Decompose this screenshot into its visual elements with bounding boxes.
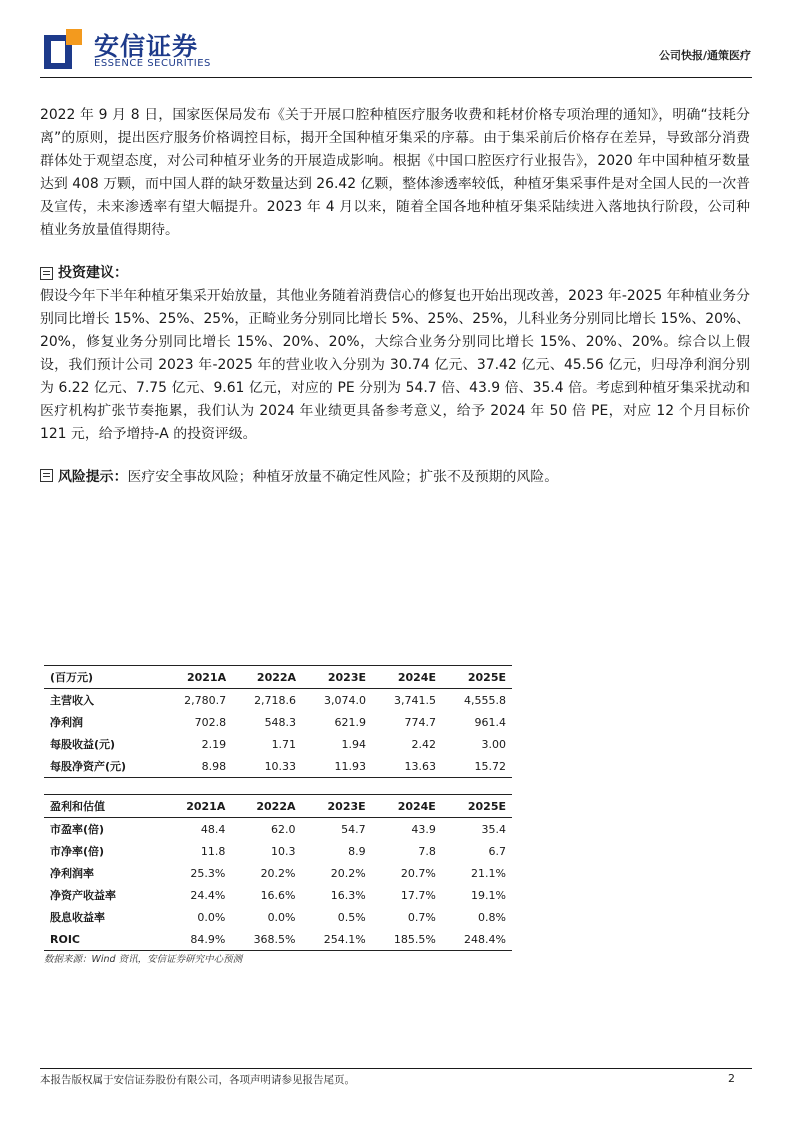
table-cell: 1.94 (341, 737, 367, 751)
table-cell: 10.3 (271, 844, 296, 858)
table-row (44, 733, 512, 755)
row-label: 每股收益(元) (50, 738, 116, 751)
table-cell: 0.7% (407, 910, 436, 924)
intro-paragraph: 2022 年 9 月 8 日，国家医保局发布《关于开展口腔种植医疗服务收费和耗材价格专项治理的通知》，明确“技耗分离”的原则，提出医疗服务价格调控目标，揭开全国种植牙集采的序幕。由于集采前后价格存在差异，导致部分消费群体处于观望态度，对公司种植牙业务的开展造成影响。根据《中国口腔医疗行业报告》，2020 年中国种植牙数量达到 408 万颗，而中国人群的缺牙数量达到 26.42 亿颗，整体渗透率较低，种植牙集采事件是对全国人民的一次普及宣传，未来渗透率有望大幅提升。2023 年 4 月以来，随着全国各地种植牙集采陆续进入落地执行阶段，公司种植业务放量值得期待。 (40, 107, 750, 238)
table-cell: 3.00 (481, 737, 506, 751)
table-header-cell: 2024E (372, 666, 442, 689)
table-row (44, 711, 512, 733)
table-cell: 2,718.6 (254, 693, 297, 707)
invest-title: 投资建议： (58, 265, 128, 281)
invest-heading (40, 262, 750, 285)
table-cell: 4,555.8 (464, 693, 506, 707)
table-cell: 185.5% (372, 928, 442, 951)
invest-paragraph: 假设今年下半年种植牙集采开始放量，其他业务随着消费信心的修复也开始出现改善，2023 年-2025 年种植业务分别同比增长 15%、25%、25%，正畸业务分别同比增长 5%、25%、25%，儿科业务分别同比增长 15%、20%、20%，修复业务分别同比增长 15%、20%、20%，大综合业务分别同比增长 15%、20%、20%。综合以上假设，我们预计公司 2023 年-2025 年的营业收入分别为 30.74 亿元、37.42 亿元、45.56 亿元，归母净利润分别为 6.22 亿元、7.75 亿元、9.61 亿元，对应的 PE 分别为 54.7 倍、43.9 倍、35.4 倍。考虑到种植牙集采扰动和医疗机构扩张节奏拖累，我们认为 2024 年业绩更具备参考意义，给予 2024 年 50 倍 PE，对应 12 个月目标价 121 元，给予增持-A 的投资评级。 (40, 288, 750, 442)
table-cell: 19.1% (471, 888, 506, 902)
table-header-cell: 2025E (442, 795, 512, 818)
table-cell: 6.7 (488, 844, 506, 858)
table-cell: 11.8 (200, 844, 226, 858)
table-cell: 7.8 (418, 844, 436, 858)
risk-paragraph (40, 466, 750, 489)
table-cell: 16.6% (260, 888, 296, 902)
risk-title: 风险提示： (58, 469, 128, 485)
row-label: 净利润 (50, 716, 83, 729)
table-cell: 8.9 (348, 844, 366, 858)
table-cell: 0.0% (197, 910, 226, 924)
row-label: 净资产收益率 (50, 889, 116, 902)
table-cell: 368.5% (231, 928, 301, 951)
page-number: 2 (728, 1072, 735, 1085)
table-cell: 2,780.7 (184, 693, 227, 707)
row-label: 净利润率 (50, 867, 94, 880)
table-header-cell: 2025E (442, 666, 512, 689)
table-row (44, 818, 512, 841)
table-cell: 621.9 (334, 715, 367, 729)
list-icon (40, 469, 53, 482)
report-body (40, 104, 750, 489)
table-header-cell: 盈利和估值 (44, 795, 162, 818)
table-cell: 20.2% (330, 866, 366, 880)
data-source-note: 数据来源：Wind 资讯，安信证券研究中心预测 (44, 954, 243, 965)
table-cell: 0.5% (337, 910, 366, 924)
table-cell: 84.9% (162, 928, 232, 951)
footer-divider (40, 1068, 752, 1069)
table-header-row (44, 666, 512, 689)
table-header-cell: 2023E (302, 666, 372, 689)
logo-text-en: ESSENCE SECURITIES (94, 58, 211, 69)
table-cell: 1.71 (271, 737, 297, 751)
footer-disclaimer: 本报告版权属于安信证券股份有限公司，各项声明请参见报告尾页。 (40, 1074, 355, 1086)
table-row (44, 884, 512, 906)
table-cell: 2.42 (411, 737, 436, 751)
table-header-cell: 2024E (372, 795, 442, 818)
row-label: 市净率(倍) (50, 845, 105, 858)
table-cell: 13.63 (372, 755, 442, 778)
table-row (44, 928, 512, 951)
table-row (44, 862, 512, 884)
table-header-cell: 2022A (231, 795, 301, 818)
page-header (0, 0, 793, 80)
row-label: ROIC (44, 928, 162, 951)
table-cell: 24.4% (190, 888, 226, 902)
table-header-cell: 2021A (162, 795, 232, 818)
report-type: 公司快报/通策医疗 (658, 49, 751, 62)
table-row (44, 906, 512, 928)
table-header-cell: 2022A (232, 666, 302, 689)
logo-text-cn: 安信证券 (94, 32, 199, 61)
table-cell: 48.4 (200, 822, 226, 836)
table-cell: 11.93 (302, 755, 372, 778)
financial-table (44, 665, 512, 778)
row-label: 每股净资产(元) (44, 755, 162, 778)
table-header-row (44, 795, 512, 818)
table-cell: 25.3% (190, 866, 226, 880)
table-cell: 20.7% (400, 866, 436, 880)
table-cell: 21.1% (471, 866, 506, 880)
table-cell: 248.4% (442, 928, 512, 951)
table-cell: 0.0% (267, 910, 296, 924)
table-cell: 2.19 (201, 737, 227, 751)
list-icon (40, 267, 53, 280)
table-cell: 548.3 (264, 715, 297, 729)
table-cell: 0.8% (478, 910, 506, 924)
table-cell: 3,074.0 (324, 693, 367, 707)
table-cell: 16.3% (330, 888, 366, 902)
table-cell: 54.7 (341, 822, 366, 836)
table-cell: 35.4 (481, 822, 506, 836)
row-label: 主营收入 (50, 694, 94, 707)
table-cell: 10.33 (232, 755, 302, 778)
table-cell: 254.1% (302, 928, 372, 951)
table-cell: 3,741.5 (393, 693, 436, 707)
table-cell: 961.4 (474, 715, 506, 729)
table-header-cell: 2021A (162, 666, 232, 689)
table-cell: 702.8 (194, 715, 227, 729)
header-divider (40, 77, 752, 78)
table-row (44, 755, 512, 778)
table-cell: 62.0 (271, 822, 296, 836)
table-cell: 15.72 (442, 755, 512, 778)
row-label: 股息收益率 (50, 911, 105, 924)
row-label: 市盈率(倍) (50, 823, 105, 836)
table-cell: 17.7% (400, 888, 436, 902)
table-row (44, 689, 512, 712)
table-header-cell: 2023E (302, 795, 372, 818)
table-cell: 43.9 (411, 822, 436, 836)
table-cell: 8.98 (162, 755, 232, 778)
valuation-table (44, 794, 512, 951)
table-header-cell: (百万元) (44, 666, 162, 689)
essence-logo-icon (44, 29, 82, 69)
risk-text: 医疗安全事故风险；种植牙放量不确定性风险；扩张不及预期的风险。 (127, 469, 559, 485)
table-cell: 774.7 (404, 715, 436, 729)
table-row (44, 840, 512, 862)
table-cell: 20.2% (260, 866, 296, 880)
